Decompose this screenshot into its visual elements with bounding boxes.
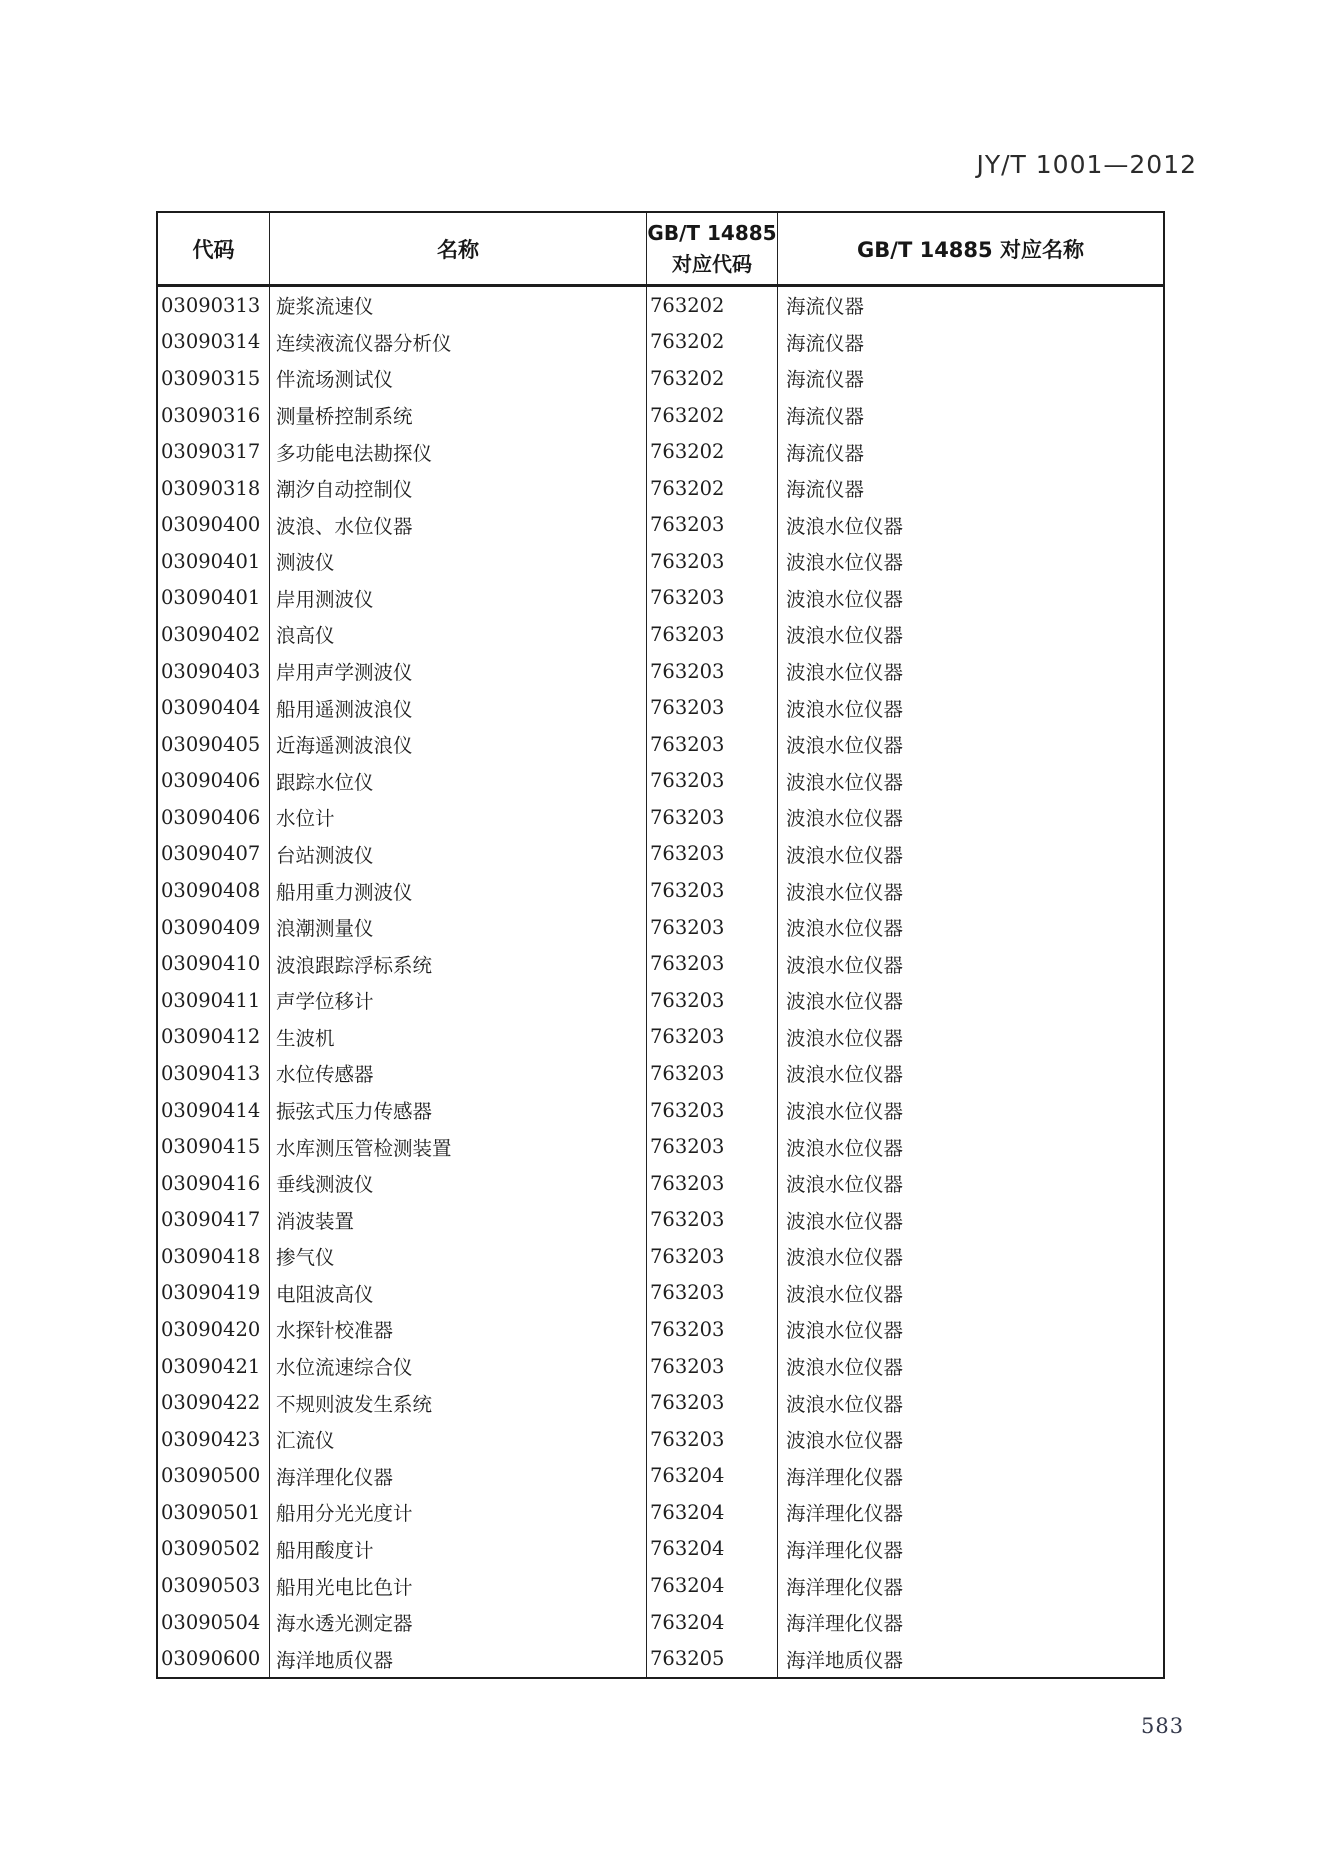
- cell-gbt-name: 波浪水位仪器: [786, 661, 904, 685]
- cell-gbt-name: 海洋理化仪器: [786, 1465, 904, 1489]
- cell-gbt-name: 波浪水位仪器: [786, 1282, 904, 1306]
- cell-code: 03090414: [158, 1092, 270, 1129]
- table-row: [158, 580, 1163, 617]
- cell-gbt-code: 763203: [647, 689, 778, 726]
- cell-gbt-name: 波浪水位仪器: [786, 843, 904, 867]
- cell-name: 跟踪水位仪: [270, 763, 647, 800]
- cell-name: 船用分光光度计: [270, 1494, 647, 1531]
- cell-gbt-code: 763203: [647, 836, 778, 873]
- cell-gbt-name: 海流仪器: [786, 368, 865, 392]
- cell-gbt-code: 763203: [647, 616, 778, 653]
- cell-gbt-name: 海流仪器: [786, 405, 865, 429]
- cell-code: 03090419: [158, 1275, 270, 1312]
- cell-name: 掺气仪: [270, 1238, 647, 1275]
- cell-name: 浪潮测量仪: [270, 909, 647, 946]
- cell-code: 03090502: [158, 1531, 270, 1568]
- cell-gbt-name: 波浪水位仪器: [786, 1356, 904, 1380]
- cell-code: 03090401: [158, 543, 270, 580]
- cell-gbt-code: 763204: [647, 1567, 778, 1604]
- cell-name: 波浪跟踪浮标系统: [270, 945, 647, 982]
- cell-code: 03090501: [158, 1494, 270, 1531]
- cell-gbt-name: 波浪水位仪器: [786, 514, 904, 538]
- table-row: [158, 1531, 1163, 1568]
- column-header-code: 代码: [158, 213, 270, 284]
- cell-code: 03090404: [158, 689, 270, 726]
- cell-gbt-name: 波浪水位仪器: [786, 1100, 904, 1123]
- table-row: [158, 1604, 1163, 1641]
- cell-name: 船用光电比色计: [270, 1567, 647, 1604]
- cell-code: 03090317: [158, 433, 270, 470]
- table-row: [158, 1165, 1163, 1202]
- cell-gbt-code: 763203: [647, 1128, 778, 1165]
- column-header-gbt-code-line1: GB/T 14885: [647, 220, 777, 245]
- cell-code: 03090410: [158, 945, 270, 982]
- cell-name: 水探针校准器: [270, 1311, 647, 1348]
- cell-code: 03090422: [158, 1384, 270, 1421]
- table-row: [158, 1092, 1163, 1129]
- cell-gbt-name: 海流仪器: [786, 331, 865, 355]
- cell-name: 船用酸度计: [270, 1531, 647, 1568]
- cell-gbt-code: 763203: [647, 543, 778, 580]
- table-row: [158, 1128, 1163, 1165]
- cell-name: 水库测压管检测装置: [270, 1128, 647, 1165]
- cell-gbt-name: 波浪水位仪器: [786, 1246, 904, 1270]
- cell-gbt-code: 763204: [647, 1604, 778, 1641]
- table-row: [158, 616, 1163, 653]
- cell-gbt-code: 763203: [647, 1238, 778, 1275]
- cell-gbt-name: 波浪水位仪器: [786, 1319, 904, 1343]
- table-row: [158, 1640, 1163, 1677]
- cell-gbt-code: 763202: [647, 287, 778, 324]
- cell-name: 水位传感器: [270, 1055, 647, 1092]
- cell-name: 消波装置: [270, 1201, 647, 1238]
- cell-gbt-name: 波浪水位仪器: [786, 587, 904, 611]
- table-row: [158, 287, 1163, 324]
- cell-gbt-code: 763203: [647, 1165, 778, 1202]
- cell-code: 03090400: [158, 506, 270, 543]
- cell-gbt-name: 海洋理化仪器: [786, 1502, 904, 1526]
- cell-gbt-name: 海洋理化仪器: [786, 1538, 904, 1562]
- cell-gbt-name: 海洋理化仪器: [786, 1612, 904, 1636]
- cell-name: 岸用声学测波仪: [270, 653, 647, 690]
- cell-name: 潮汐自动控制仪: [270, 470, 647, 507]
- cell-code: 03090416: [158, 1165, 270, 1202]
- cell-gbt-name: 波浪水位仪器: [786, 624, 904, 648]
- cell-code: 03090402: [158, 616, 270, 653]
- table-row: [158, 1458, 1163, 1495]
- cell-name: 不规则波发生系统: [270, 1384, 647, 1421]
- cell-name: 汇流仪: [270, 1421, 647, 1458]
- cell-name: 水位计: [270, 799, 647, 836]
- cell-name: 浪高仪: [270, 616, 647, 653]
- cell-gbt-code: 763203: [647, 1275, 778, 1312]
- cell-gbt-name: 波浪水位仪器: [786, 990, 904, 1014]
- cell-code: 03090314: [158, 324, 270, 361]
- cell-name: 生波机: [270, 1019, 647, 1056]
- table-row: [158, 1348, 1163, 1385]
- cell-gbt-code: 763203: [647, 1201, 778, 1238]
- cell-gbt-name: 海洋理化仪器: [786, 1575, 904, 1599]
- cell-gbt-code: 763203: [647, 1019, 778, 1056]
- cell-gbt-name: 波浪水位仪器: [786, 1392, 904, 1416]
- cell-gbt-code: 763204: [647, 1531, 778, 1568]
- cell-code: 03090409: [158, 909, 270, 946]
- cell-code: 03090415: [158, 1128, 270, 1165]
- cell-name: 海水透光测定器: [270, 1604, 647, 1641]
- cell-name: 连续液流仪器分析仪: [270, 324, 647, 361]
- cell-gbt-code: 763203: [647, 799, 778, 836]
- cell-code: 03090412: [158, 1019, 270, 1056]
- cell-gbt-name: 波浪水位仪器: [786, 770, 904, 794]
- table-header-row: [158, 213, 1163, 287]
- standard-number: JY/T 1001—2012: [976, 150, 1197, 179]
- cell-code: 03090405: [158, 726, 270, 763]
- cell-gbt-code: 763203: [647, 1092, 778, 1129]
- cell-gbt-name: 波浪水位仪器: [786, 1026, 904, 1050]
- cell-code: 03090407: [158, 836, 270, 873]
- table-row: [158, 360, 1163, 397]
- cell-gbt-name: 波浪水位仪器: [786, 1063, 904, 1087]
- cell-gbt-code: 763203: [647, 1311, 778, 1348]
- cell-name: 多功能电法勘探仪: [270, 433, 647, 470]
- cell-gbt-name: 波浪水位仪器: [786, 807, 904, 831]
- cell-code: 03090600: [158, 1640, 270, 1677]
- cell-gbt-code: 763203: [647, 763, 778, 800]
- table-row: [158, 982, 1163, 1019]
- cell-name: 船用遥测波浪仪: [270, 689, 647, 726]
- cell-code: 03090503: [158, 1567, 270, 1604]
- cell-name: 振弦式压力传感器: [270, 1092, 647, 1129]
- cell-name: 台站测波仪: [270, 836, 647, 873]
- table-row: [158, 872, 1163, 909]
- cell-name: 波浪、水位仪器: [270, 506, 647, 543]
- cell-gbt-name: 海洋地质仪器: [786, 1648, 904, 1672]
- cell-name: 电阻波高仪: [270, 1275, 647, 1312]
- page-number: 583: [1141, 1714, 1185, 1738]
- table-row: [158, 1238, 1163, 1275]
- cell-gbt-name: 海流仪器: [786, 295, 865, 319]
- table-row: [158, 689, 1163, 726]
- table-row: [158, 1275, 1163, 1312]
- table-row: [158, 470, 1163, 507]
- cell-gbt-code: 763203: [647, 909, 778, 946]
- table-row: [158, 1311, 1163, 1348]
- cell-name: 旋浆流速仪: [270, 287, 647, 324]
- cell-code: 03090406: [158, 799, 270, 836]
- cell-gbt-code: 763204: [647, 1458, 778, 1495]
- cell-gbt-name: 波浪水位仪器: [786, 953, 904, 977]
- cell-code: 03090318: [158, 470, 270, 507]
- column-header-gbt-code-line2: 对应代码: [672, 251, 752, 276]
- cell-gbt-name: 波浪水位仪器: [786, 697, 904, 721]
- cell-gbt-code: 763203: [647, 1421, 778, 1458]
- cell-gbt-name: 海流仪器: [786, 441, 865, 465]
- cell-name: 岸用测波仪: [270, 580, 647, 617]
- table-row: [158, 836, 1163, 873]
- cell-gbt-code: 763203: [647, 872, 778, 909]
- cell-gbt-name: 波浪水位仪器: [786, 734, 904, 758]
- cell-code: 03090421: [158, 1348, 270, 1385]
- cell-name: 测量桥控制系统: [270, 397, 647, 434]
- cell-gbt-code: 763203: [647, 1055, 778, 1092]
- cell-gbt-name: 波浪水位仪器: [786, 1429, 904, 1453]
- cell-name: 伴流场测试仪: [270, 360, 647, 397]
- cell-gbt-code: 763203: [647, 945, 778, 982]
- cell-gbt-code: 763203: [647, 982, 778, 1019]
- cell-gbt-code: 763203: [647, 726, 778, 763]
- table-row: [158, 1567, 1163, 1604]
- table-row: [158, 1494, 1163, 1531]
- cell-name: 测波仪: [270, 543, 647, 580]
- cell-gbt-name: 波浪水位仪器: [786, 1209, 904, 1233]
- table-row: [158, 1201, 1163, 1238]
- cell-code: 03090403: [158, 653, 270, 690]
- table-row: [158, 653, 1163, 690]
- cell-gbt-code: 763202: [647, 397, 778, 434]
- cell-code: 03090315: [158, 360, 270, 397]
- table-row: [158, 506, 1163, 543]
- cell-name: 水位流速综合仪: [270, 1348, 647, 1385]
- cell-gbt-code: 763203: [647, 580, 778, 617]
- table-row: [158, 909, 1163, 946]
- table-row: [158, 324, 1163, 361]
- cell-gbt-code: 763202: [647, 433, 778, 470]
- table-row: [158, 726, 1163, 763]
- cell-code: 03090316: [158, 397, 270, 434]
- cell-code: 03090420: [158, 1311, 270, 1348]
- cell-gbt-name: 波浪水位仪器: [786, 917, 904, 941]
- cell-code: 03090413: [158, 1055, 270, 1092]
- table-body: [158, 287, 1163, 1677]
- table-row: [158, 397, 1163, 434]
- cell-gbt-name: 波浪水位仪器: [786, 551, 904, 575]
- cell-name: 海洋地质仪器: [270, 1640, 647, 1677]
- cell-code: 03090313: [158, 287, 270, 324]
- column-header-gbt-name: GB/T 14885 对应名称: [857, 237, 1084, 262]
- cell-code: 03090408: [158, 872, 270, 909]
- cell-gbt-code: 763202: [647, 470, 778, 507]
- table-row: [158, 1019, 1163, 1056]
- cell-gbt-code: 763203: [647, 653, 778, 690]
- cell-code: 03090417: [158, 1201, 270, 1238]
- code-mapping-table: [156, 211, 1165, 1679]
- cell-code: 03090406: [158, 763, 270, 800]
- column-header-gbt-code: [647, 213, 778, 284]
- cell-code: 03090411: [158, 982, 270, 1019]
- cell-code: 03090423: [158, 1421, 270, 1458]
- table-row: [158, 763, 1163, 800]
- cell-name: 垂线测波仪: [270, 1165, 647, 1202]
- cell-code: 03090418: [158, 1238, 270, 1275]
- table-row: [158, 543, 1163, 580]
- cell-gbt-name: 波浪水位仪器: [786, 1173, 904, 1197]
- cell-code: 03090401: [158, 580, 270, 617]
- table-row: [158, 1421, 1163, 1458]
- cell-gbt-code: 763204: [647, 1494, 778, 1531]
- cell-gbt-code: 763205: [647, 1640, 778, 1677]
- column-header-name: 名称: [270, 213, 647, 284]
- cell-gbt-code: 763203: [647, 506, 778, 543]
- cell-code: 03090504: [158, 1604, 270, 1641]
- cell-name: 声学位移计: [270, 982, 647, 1019]
- table-row: [158, 1055, 1163, 1092]
- cell-gbt-code: 763203: [647, 1384, 778, 1421]
- cell-name: 船用重力测波仪: [270, 872, 647, 909]
- cell-gbt-name: 波浪水位仪器: [786, 1136, 904, 1160]
- cell-name: 近海遥测波浪仪: [270, 726, 647, 763]
- cell-code: 03090500: [158, 1458, 270, 1495]
- table-row: [158, 1384, 1163, 1421]
- cell-gbt-name: 海流仪器: [786, 478, 865, 502]
- table-row: [158, 945, 1163, 982]
- cell-gbt-code: 763203: [647, 1348, 778, 1385]
- cell-name: 海洋理化仪器: [270, 1458, 647, 1495]
- cell-gbt-code: 763202: [647, 324, 778, 361]
- cell-gbt-name: 波浪水位仪器: [786, 880, 904, 904]
- table-row: [158, 433, 1163, 470]
- table-row: [158, 799, 1163, 836]
- cell-gbt-code: 763202: [647, 360, 778, 397]
